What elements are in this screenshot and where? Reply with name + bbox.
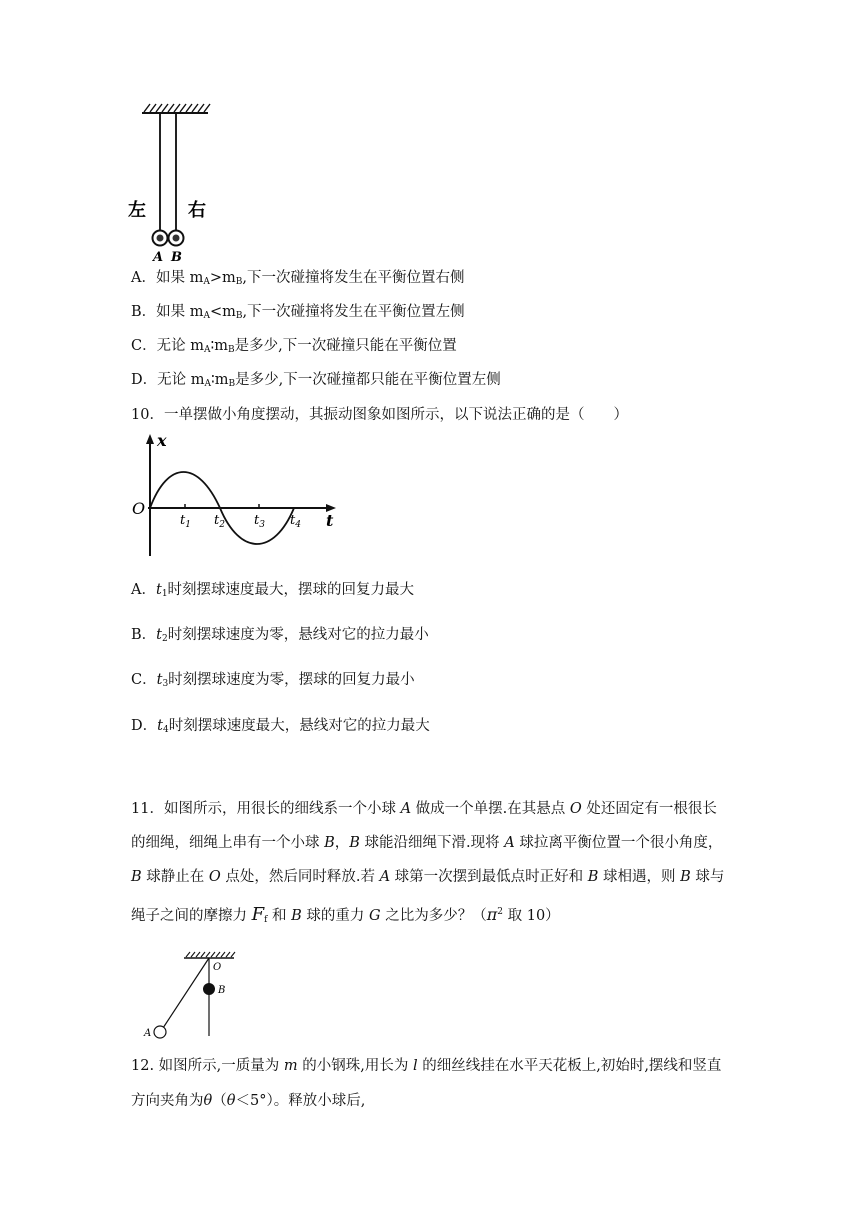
q10-option-d: D．$t_4$时刻摆球速度最大，悬线对它的拉力最大 [131,718,430,735]
q10-option-a: A．$t_1$时刻摆球速度最大，摆球的回复力最大 [131,582,415,599]
q10-option-b: B．$t_2$时刻摆球速度为零，悬线对它的拉力最小 [131,627,429,644]
ball-a-label: A [153,250,164,265]
left-label: 左 [128,200,146,221]
q10-stem: 10．一单摆做小角度摆动，其振动图象如图所示，以下说法正确的是（ ） [131,407,628,423]
y-axis-label: x [157,431,167,450]
q12-line-2: 方向夹角为θ（θ＜5°）。释放小球后, [131,1093,366,1109]
pendulum-pair-figure [120,100,220,265]
right-label: 右 [188,200,206,221]
q10-option-c: C．$t_3$时刻摆球速度为零，摆球的回复力最小 [131,672,415,689]
tick-t4: $t_4$ [290,513,301,530]
fig-o-label: O [213,962,222,973]
ball-b-label: B [171,250,182,265]
x-axis-label: t [326,511,334,530]
q10-oscillation-graph [128,430,348,560]
q9-option-c: C．无论 $m_A∶m_B$是多少,下一次碰撞只能在平衡位置 [131,338,457,355]
q9-option-b: B．如果 $m_A<m_B$,下一次碰撞将发生在平衡位置左侧 [131,304,465,321]
tick-t2: $t_2$ [214,513,225,530]
q11-line-2: 的细绳，细绳上串有一个小球 B，B 球能沿细绳下滑.现将 A 球拉离平衡位置一个很小角度， [131,835,723,851]
q12-line-1: 12. 如图所示,一质量为 m 的小钢珠,用长为 l 的细丝线挂在水平天花板上,初始时,摆线和竖直 [131,1058,722,1074]
q11-line-3: B 球静止在 O 点处，然后同时释放.若 A 球第一次摆到最低点时正好和 B 球相遇，则 B 球与 [131,869,725,885]
tick-t3: $t_3$ [254,513,265,530]
fig-b-label: B [218,985,226,996]
q11-pendulum-figure [138,950,248,1042]
fig-a-label: A [144,1028,152,1039]
q11-line-4: 绳子之间的摩擦力 $F_f$ 和 B 球的重力 G 之比为多少？（$\pi^2$ 取 10） [131,904,560,925]
q9-option-a: A．如果 $m_A>m_B$,下一次碰撞将发生在平衡位置右侧 [131,270,465,287]
tick-t1: $t_1$ [180,513,191,530]
q9-option-d: D．无论 $m_A∶m_B$是多少,下一次碰撞都只能在平衡位置左侧 [131,372,501,389]
q11-line-1: 11．如图所示，用很长的细线系一个小球 A 做成一个单摆.在其悬点 O 处还固定有一根很长 [131,801,717,817]
origin-label: O [132,499,146,518]
